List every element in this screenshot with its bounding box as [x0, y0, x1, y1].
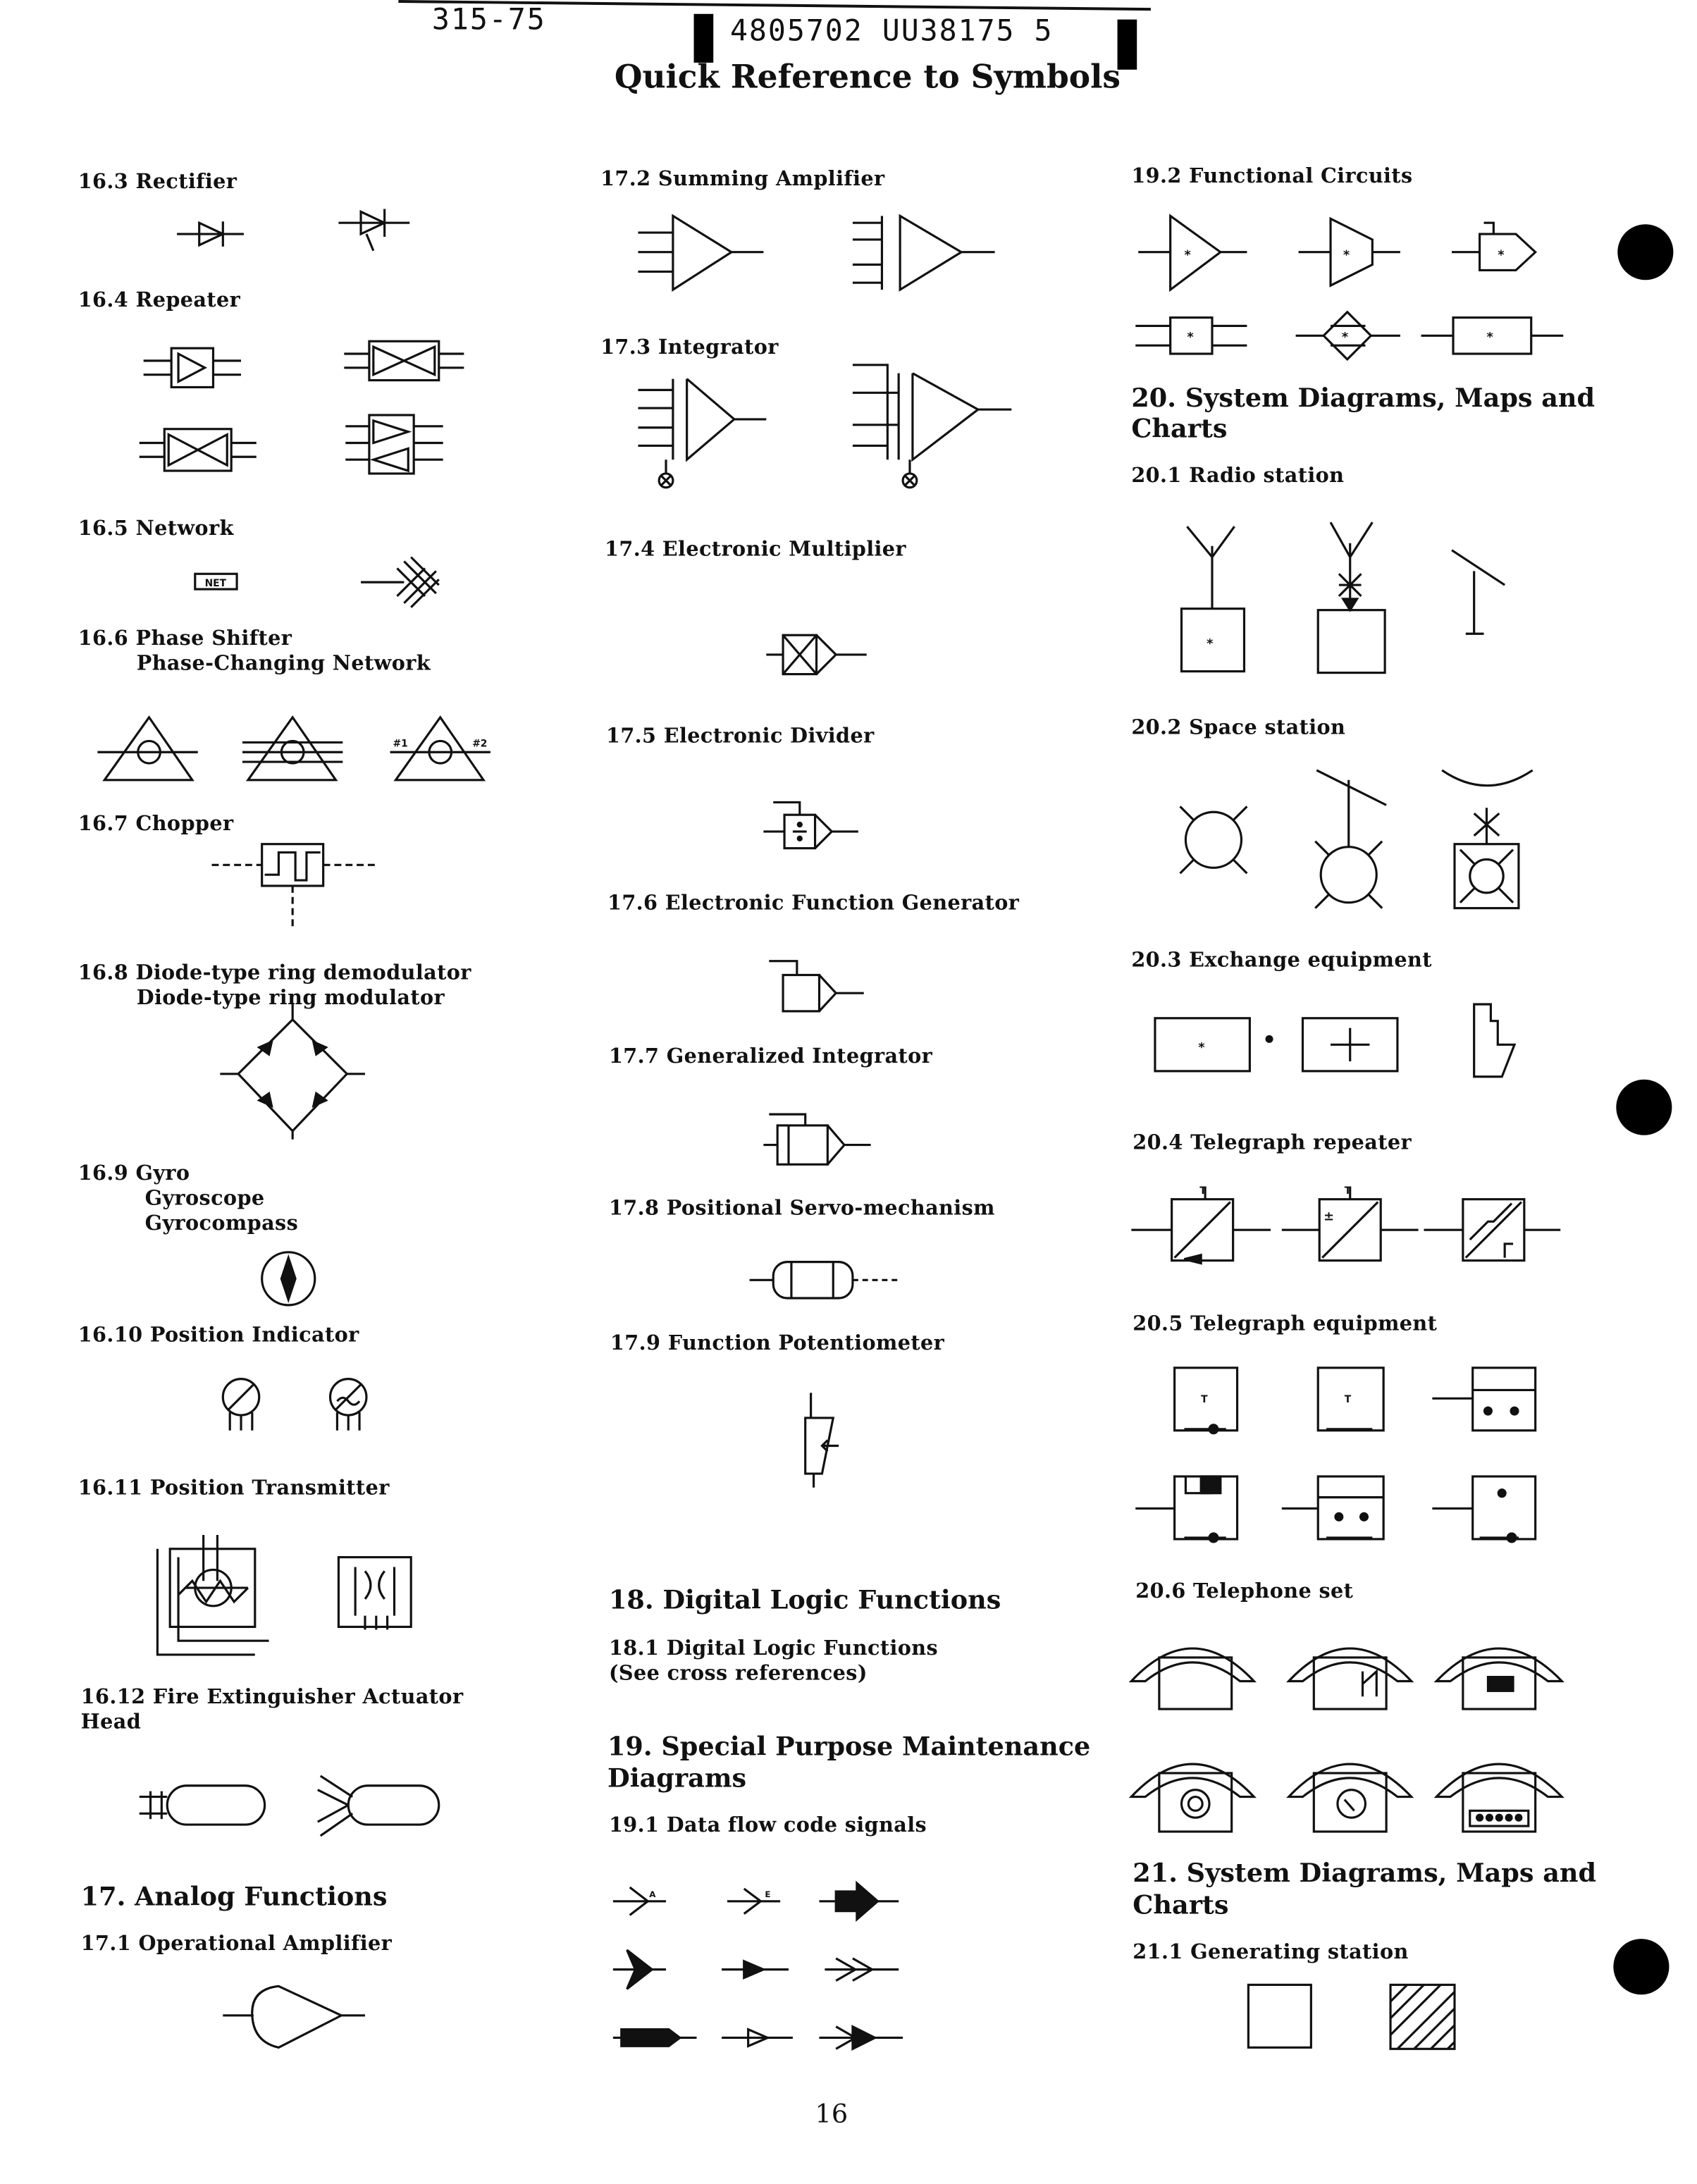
- heading-20: 20. System Diagrams, Maps and: [1131, 384, 1596, 414]
- label-17-1: 17.1 Operational Amplifier: [80, 1932, 393, 1956]
- label-16-8-sub: Diode-type ring modulator: [136, 986, 445, 1010]
- svg-text:T: T: [1201, 1394, 1208, 1406]
- svg-text:*: *: [1207, 636, 1214, 652]
- functional-circuit-symbols: [1135, 216, 1563, 359]
- heading-21-cont: Charts: [1133, 1891, 1229, 1921]
- svg-text:T: T: [1344, 1394, 1352, 1406]
- integrator-symbol: [853, 365, 1011, 488]
- exchange-equipment-symbols: [1155, 1004, 1514, 1077]
- label-17-7: 17.7 Generalized Integrator: [608, 1044, 933, 1068]
- svg-text:*: *: [1486, 330, 1493, 345]
- label-21-1: 21.1 Generating station: [1133, 1940, 1409, 1964]
- svg-text:E: E: [765, 1889, 771, 1899]
- rectifier-symbol: [338, 209, 409, 250]
- label-17-4: 17.4 Electronic Multiplier: [605, 537, 906, 562]
- rectifier-symbol: [177, 221, 244, 247]
- label-16-5: 16.5 Network: [78, 517, 234, 541]
- svg-text:*: *: [1184, 247, 1191, 263]
- fire-extinguisher-actuator-symbol: [318, 1776, 439, 1836]
- positional-servo-mechanism-symbol: [750, 1262, 899, 1298]
- telephone-set-symbols: [1131, 1648, 1562, 1832]
- label-17-5: 17.5 Electronic Divider: [605, 724, 875, 748]
- label-16-6-sub: Phase-Changing Network: [136, 651, 431, 676]
- svg-text:#2: #2: [472, 738, 488, 750]
- svg-text:*: *: [1498, 247, 1505, 263]
- electronic-multiplier-symbol: [766, 635, 866, 674]
- heading-20-cont: Charts: [1131, 414, 1228, 445]
- doc-number: 315-75: [431, 2, 546, 37]
- label-20-4: 20.4 Telegraph repeater: [1133, 1130, 1412, 1155]
- label-16-7: 16.7 Chopper: [78, 812, 234, 836]
- space-station-symbols: [1180, 770, 1533, 908]
- label-18-1-sub: (See cross references): [608, 1661, 868, 1686]
- svg-text:*: *: [1343, 247, 1350, 263]
- fire-extinguisher-actuator-symbol: [140, 1786, 265, 1825]
- label-19-2: 19.2 Functional Circuits: [1131, 164, 1413, 188]
- heading-19-cont: Diagrams: [607, 1765, 747, 1794]
- repeater-symbol: [345, 415, 443, 474]
- position-transmitter-symbol: [157, 1535, 269, 1655]
- generalized-integrator-symbol: [763, 1114, 870, 1164]
- integrator-symbol: [638, 379, 766, 488]
- label-16-3: 16.3 Rectifier: [78, 170, 237, 194]
- label-16-10: 16.10 Position Indicator: [78, 1323, 359, 1347]
- svg-text:#1: #1: [393, 738, 408, 750]
- phase-shifter-symbol: [390, 717, 490, 780]
- repeater-symbol: [144, 348, 241, 387]
- label-16-6: 16.6 Phase Shifter: [78, 627, 292, 650]
- label-16-12-sub: Head: [80, 1710, 142, 1734]
- position-indicator-symbol: [223, 1379, 259, 1431]
- electronic-divider-symbol: [763, 802, 858, 848]
- electronic-function-generator-symbol: [769, 961, 863, 1011]
- svg-text:±: ±: [1323, 1209, 1335, 1224]
- label-20-1: 20.1 Radio station: [1131, 464, 1345, 488]
- svg-text:T: T: [1199, 1185, 1207, 1197]
- phase-shifter-symbol: [242, 717, 343, 780]
- heading-17: 17. Analog Functions: [80, 1883, 388, 1913]
- radio-station-symbols: [1181, 522, 1505, 672]
- page-number: 16: [815, 2100, 848, 2130]
- telegraph-equipment-symbols: [1135, 1368, 1535, 1542]
- heading-18: 18. Digital Logic Functions: [608, 1586, 1001, 1616]
- label-19-1: 19.1 Data flow code signals: [608, 1813, 927, 1837]
- network-symbol: [361, 557, 439, 607]
- page-title: Quick Reference to Symbols: [614, 58, 1121, 97]
- label-20-3: 20.3 Exchange equipment: [1131, 948, 1432, 973]
- label-17-2: 17.2 Summing Amplifier: [600, 167, 885, 191]
- svg-text:NET: NET: [204, 578, 227, 590]
- position-indicator-symbol: [331, 1379, 366, 1431]
- svg-text:*: *: [1341, 330, 1349, 345]
- doc-code: 4805702 UU38175 5: [729, 13, 1054, 48]
- gyro-symbol: [262, 1252, 315, 1305]
- label-20-5: 20.5 Telegraph equipment: [1133, 1312, 1438, 1336]
- position-transmitter-symbol: [338, 1557, 411, 1630]
- svg-text:T: T: [1344, 1185, 1352, 1197]
- summing-amplifier-symbol: [638, 216, 763, 290]
- label-16-12: 16.12 Fire Extinguisher Actuator: [80, 1685, 464, 1710]
- svg-text:A: A: [649, 1889, 656, 1899]
- label-17-6: 17.6 Electronic Function Generator: [607, 891, 1020, 915]
- summing-amplifier-symbol: [853, 216, 995, 290]
- label-18-1: 18.1 Digital Logic Functions: [608, 1636, 939, 1660]
- repeater-symbol: [344, 341, 464, 380]
- function-potentiometer-symbol: [806, 1393, 839, 1487]
- svg-text:*: *: [1198, 1040, 1205, 1056]
- label-16-9: 16.9 Gyro: [78, 1161, 190, 1185]
- label-17-9: 17.9 Function Potentiometer: [610, 1331, 945, 1356]
- operational-amplifier-symbol: [223, 1986, 365, 2047]
- label-16-8: 16.8 Diode-type ring demodulator: [78, 961, 471, 985]
- phase-shifter-symbol: [97, 717, 197, 780]
- generating-station-symbols: [1248, 1985, 1455, 2049]
- heading-19: 19. Special Purpose Maintenance: [607, 1732, 1091, 1763]
- svg-text:*: *: [1187, 330, 1194, 345]
- data-flow-signal-arrows: [613, 1883, 903, 2049]
- label-16-4: 16.4 Repeater: [78, 288, 241, 312]
- label-16-11: 16.11 Position Transmitter: [78, 1476, 390, 1500]
- telegraph-repeater-symbols: [1131, 1185, 1560, 1264]
- label-20-6: 20.6 Telephone set: [1135, 1579, 1354, 1603]
- label-16-9-sub: Gyroscope: [144, 1186, 265, 1211]
- heading-21: 21. System Diagrams, Maps and: [1133, 1859, 1597, 1889]
- label-16-9-sub2: Gyrocompass: [144, 1211, 299, 1236]
- repeater-symbol: [140, 429, 257, 471]
- network-box: [195, 574, 237, 589]
- label-17-3: 17.3 Integrator: [600, 335, 779, 359]
- chopper-symbol: [212, 844, 376, 931]
- label-17-8: 17.8 Positional Servo-mechanism: [608, 1196, 995, 1221]
- ring-demodulator-symbol: [220, 1003, 365, 1140]
- label-20-2: 20.2 Space station: [1131, 715, 1346, 740]
